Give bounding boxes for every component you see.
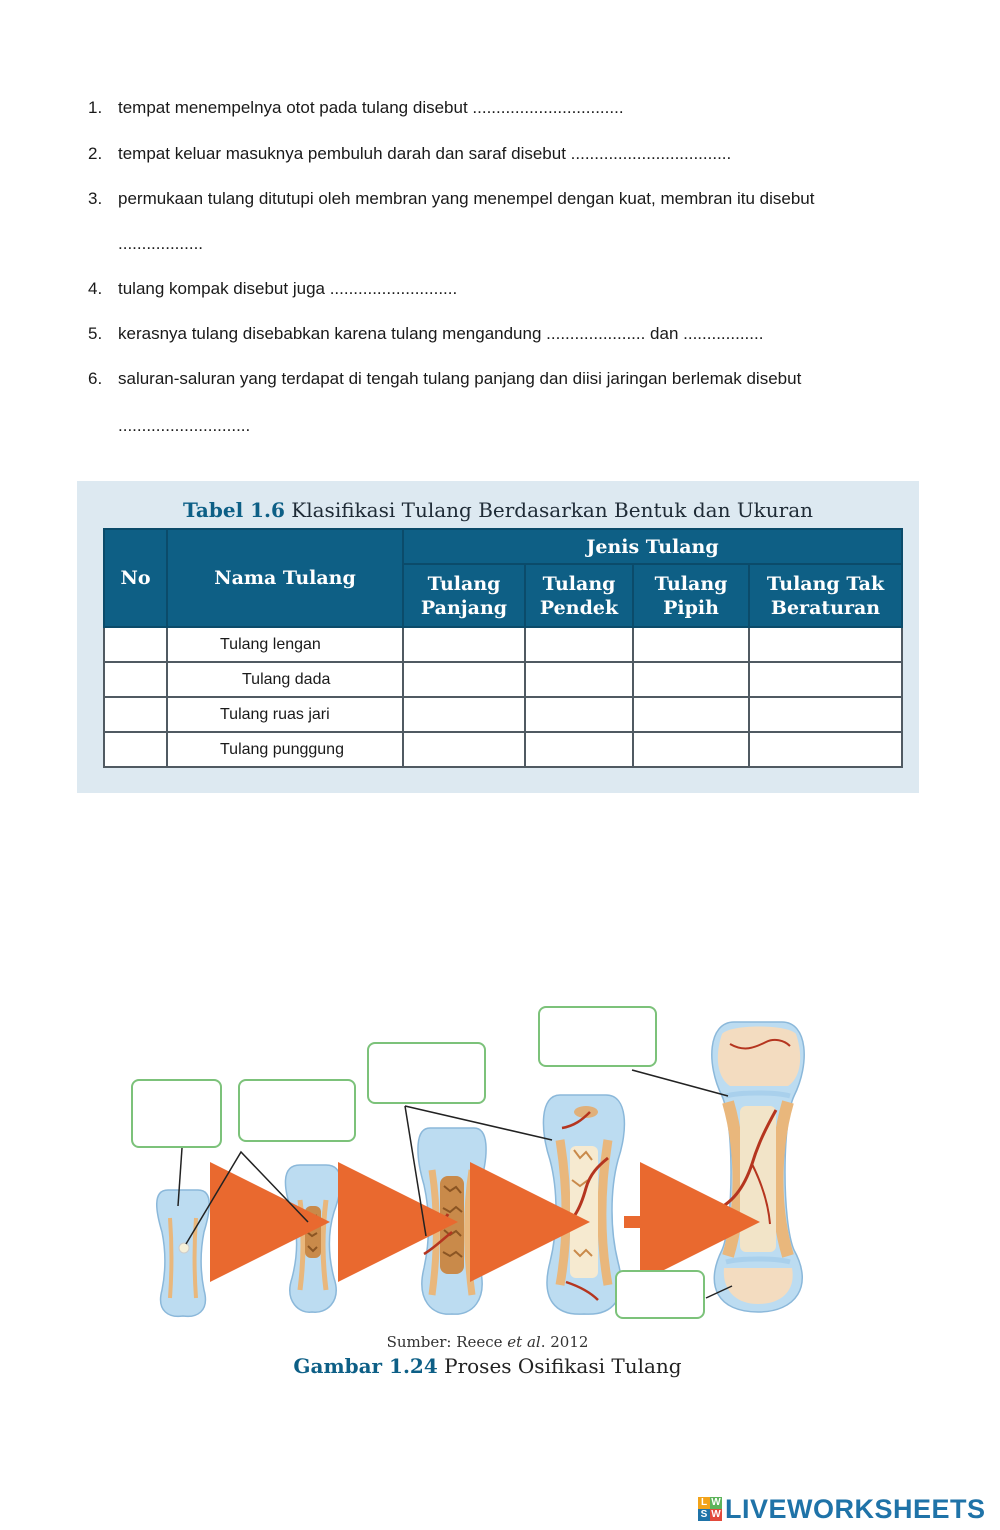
bone-classification-table	[103, 528, 901, 768]
question-text: tempat menempelnya otot pada tulang disebut ................................	[118, 98, 624, 117]
question-number: 3.	[88, 189, 103, 208]
bone-name-cell: Tulang punggung	[167, 732, 403, 767]
figure-caption	[0, 1354, 975, 1378]
no-cell[interactable]	[104, 732, 167, 767]
answer-blank[interactable]: ............................	[118, 416, 251, 435]
answer-cell[interactable]	[633, 662, 749, 697]
table-row	[104, 697, 902, 732]
question-number: 5.	[88, 324, 103, 343]
no-cell[interactable]	[104, 627, 167, 662]
answer-blank[interactable]: ..................	[118, 234, 204, 253]
answer-cell[interactable]	[403, 627, 525, 662]
figure-caption-title: Proses Osifikasi Tulang	[437, 1354, 682, 1378]
question-number: 1.	[88, 98, 103, 117]
answer-cell[interactable]	[525, 697, 633, 732]
header-no: No	[104, 529, 167, 627]
stage-primary-ossification	[285, 1165, 340, 1312]
table-row	[104, 627, 902, 662]
table-caption-label: Tabel 1.6	[182, 498, 285, 522]
answer-cell[interactable]	[403, 662, 525, 697]
liveworksheets-logo-icon: L W S W	[698, 1497, 722, 1521]
stage-blood-vessel-invasion	[418, 1128, 486, 1314]
answer-box-3[interactable]	[368, 1043, 485, 1103]
bone-name-cell: Tulang lengan	[167, 627, 403, 662]
answer-cell[interactable]	[403, 697, 525, 732]
no-cell[interactable]	[104, 662, 167, 697]
bone-name-cell: Tulang ruas jari	[167, 697, 403, 732]
question-number: 2.	[88, 144, 103, 163]
header-bone-type: Jenis Tulang	[403, 529, 902, 564]
question-text: tempat keluar masuknya pembuluh darah dan saraf disebut ..................................	[118, 144, 732, 163]
question-number: 6.	[88, 369, 103, 388]
no-cell[interactable]	[104, 697, 167, 732]
table-row	[104, 662, 902, 697]
figure-source: Sumber: Reece et al. 2012	[386, 1333, 589, 1351]
answer-cell[interactable]	[749, 662, 902, 697]
brand-name: LIVEWORKSHEETS	[725, 1493, 986, 1524]
answer-cell[interactable]	[525, 732, 633, 767]
answer-cell[interactable]	[633, 732, 749, 767]
answer-cell[interactable]	[749, 627, 902, 662]
figure-caption-label: Gambar 1.24	[293, 1354, 438, 1378]
question-text: saluran-saluran yang terdapat di tengah tulang panjang dan diisi jaringan berlemak disebut	[118, 369, 802, 388]
header-name: Nama Tulang	[167, 529, 403, 627]
answer-cell[interactable]	[633, 697, 749, 732]
question-number: 4.	[88, 279, 103, 298]
question-text: tulang kompak disebut juga ...........................	[118, 279, 458, 298]
stage-secondary-ossification	[543, 1095, 624, 1314]
table-row	[104, 732, 902, 767]
answer-box-1[interactable]	[132, 1080, 221, 1147]
header-irregular-bone: Tulang Tak Beraturan	[749, 564, 902, 627]
stage-mature-bone	[712, 1022, 804, 1312]
answer-box-4[interactable]	[539, 1007, 656, 1066]
answer-box-5[interactable]	[616, 1271, 704, 1318]
header-short-bone: Tulang Pendek	[525, 564, 633, 627]
answer-cell[interactable]	[525, 627, 633, 662]
answer-cell[interactable]	[525, 662, 633, 697]
question-text: kerasnya tulang disebabkan karena tulang mengandung ..................... dan .................	[118, 324, 764, 343]
table-caption	[77, 498, 919, 522]
answer-box-2[interactable]	[239, 1080, 355, 1141]
bone-name-cell: Tulang dada	[167, 662, 403, 697]
table-caption-title: Klasifikasi Tulang Berdasarkan Bentuk dan Ukuran	[284, 498, 814, 522]
answer-cell[interactable]	[633, 627, 749, 662]
header-long-bone: Tulang Panjang	[403, 564, 525, 627]
liveworksheets-brand	[698, 1493, 986, 1525]
bone-classification-panel	[77, 481, 919, 793]
answer-cell[interactable]	[403, 732, 525, 767]
answer-cell[interactable]	[749, 697, 902, 732]
question-text: permukaan tulang ditutupi oleh membran yang menempel dengan kuat, membran itu disebut	[118, 189, 815, 208]
answer-cell[interactable]	[749, 732, 902, 767]
stage-cartilage-model	[157, 1190, 210, 1316]
header-flat-bone: Tulang Pipih	[633, 564, 749, 627]
